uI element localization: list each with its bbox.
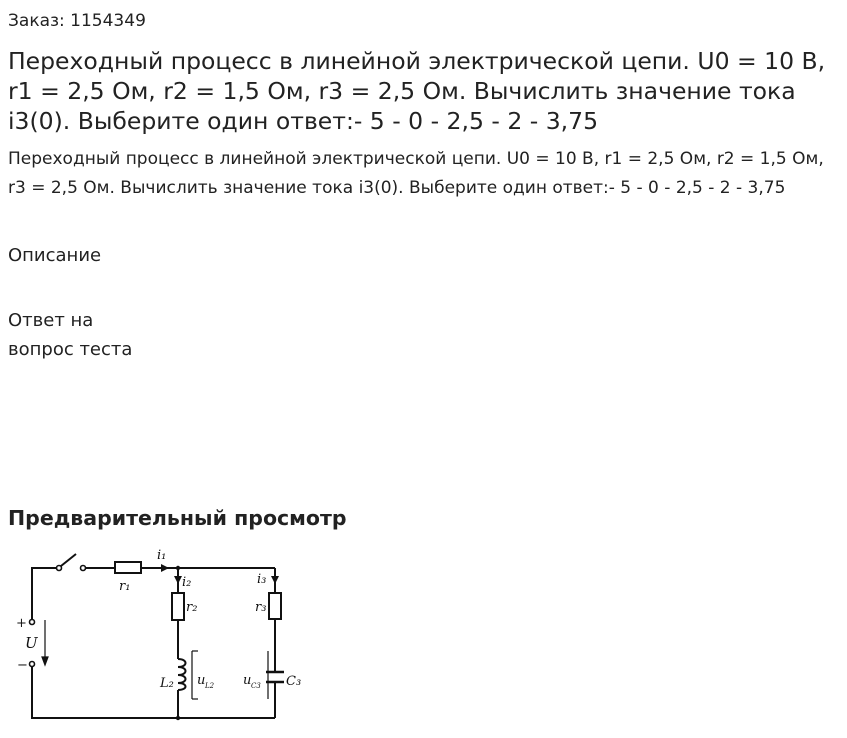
label-uc3-sub: C3 <box>251 682 261 690</box>
description-text: Переходный процесс в линейной электрической цепи. U0 = 10 В, r1 = 2,5 Ом, r2 = 1,5 Ом, r3 = 2,5 Ом. Вычислить значение тока i3(0). Выберите один ответ:- 5 - 0 - 2,5 - 2 - 3,75 <box>8 149 824 198</box>
circuit-diagram-image <box>10 545 310 725</box>
voltage-arrows <box>42 620 268 699</box>
label-r2: r₂ <box>186 600 198 615</box>
label-i2: i₂ <box>182 575 192 590</box>
label-ul2: u <box>197 673 206 688</box>
circuit-wires <box>32 568 275 718</box>
resistor-r1-symbol <box>115 562 141 573</box>
switch-symbol <box>57 554 86 571</box>
resistor-r3-symbol <box>269 593 281 619</box>
page-title: Переходный процесс в линейной электрической цепи. U0 = 10 В, r1 = 2,5 Ом, r2 = 1,5 Ом, r3 = 2,5 Ом. Вычислить значение тока i3(0). Выберите один ответ:- 5 - 0 - 2,5 - 2 - 3,75 <box>8 47 826 135</box>
resistor-r2-symbol <box>172 593 184 620</box>
label-minus: − <box>17 658 28 673</box>
label-r3: r₃ <box>255 600 267 615</box>
description-section-label: Описание <box>8 245 102 266</box>
label-r1: r₁ <box>119 579 131 594</box>
label-ul2-sub: L2 <box>205 682 215 690</box>
label-i1: i₁ <box>157 548 167 563</box>
inductor-l2-symbol <box>178 659 186 690</box>
label-uc3: u <box>243 673 252 688</box>
label-plus: + <box>16 616 27 631</box>
label-i3: i₃ <box>257 572 267 587</box>
answer-label: Ответ на вопрос теста <box>8 310 133 360</box>
capacitor-c3-symbol <box>266 672 284 682</box>
label-c3: C₃ <box>286 674 302 689</box>
order-number: Заказ: 1154349 <box>8 11 146 31</box>
label-l2: L₂ <box>160 676 174 691</box>
label-u: U <box>25 634 38 652</box>
preview-heading: Предварительный просмотр <box>8 506 347 530</box>
